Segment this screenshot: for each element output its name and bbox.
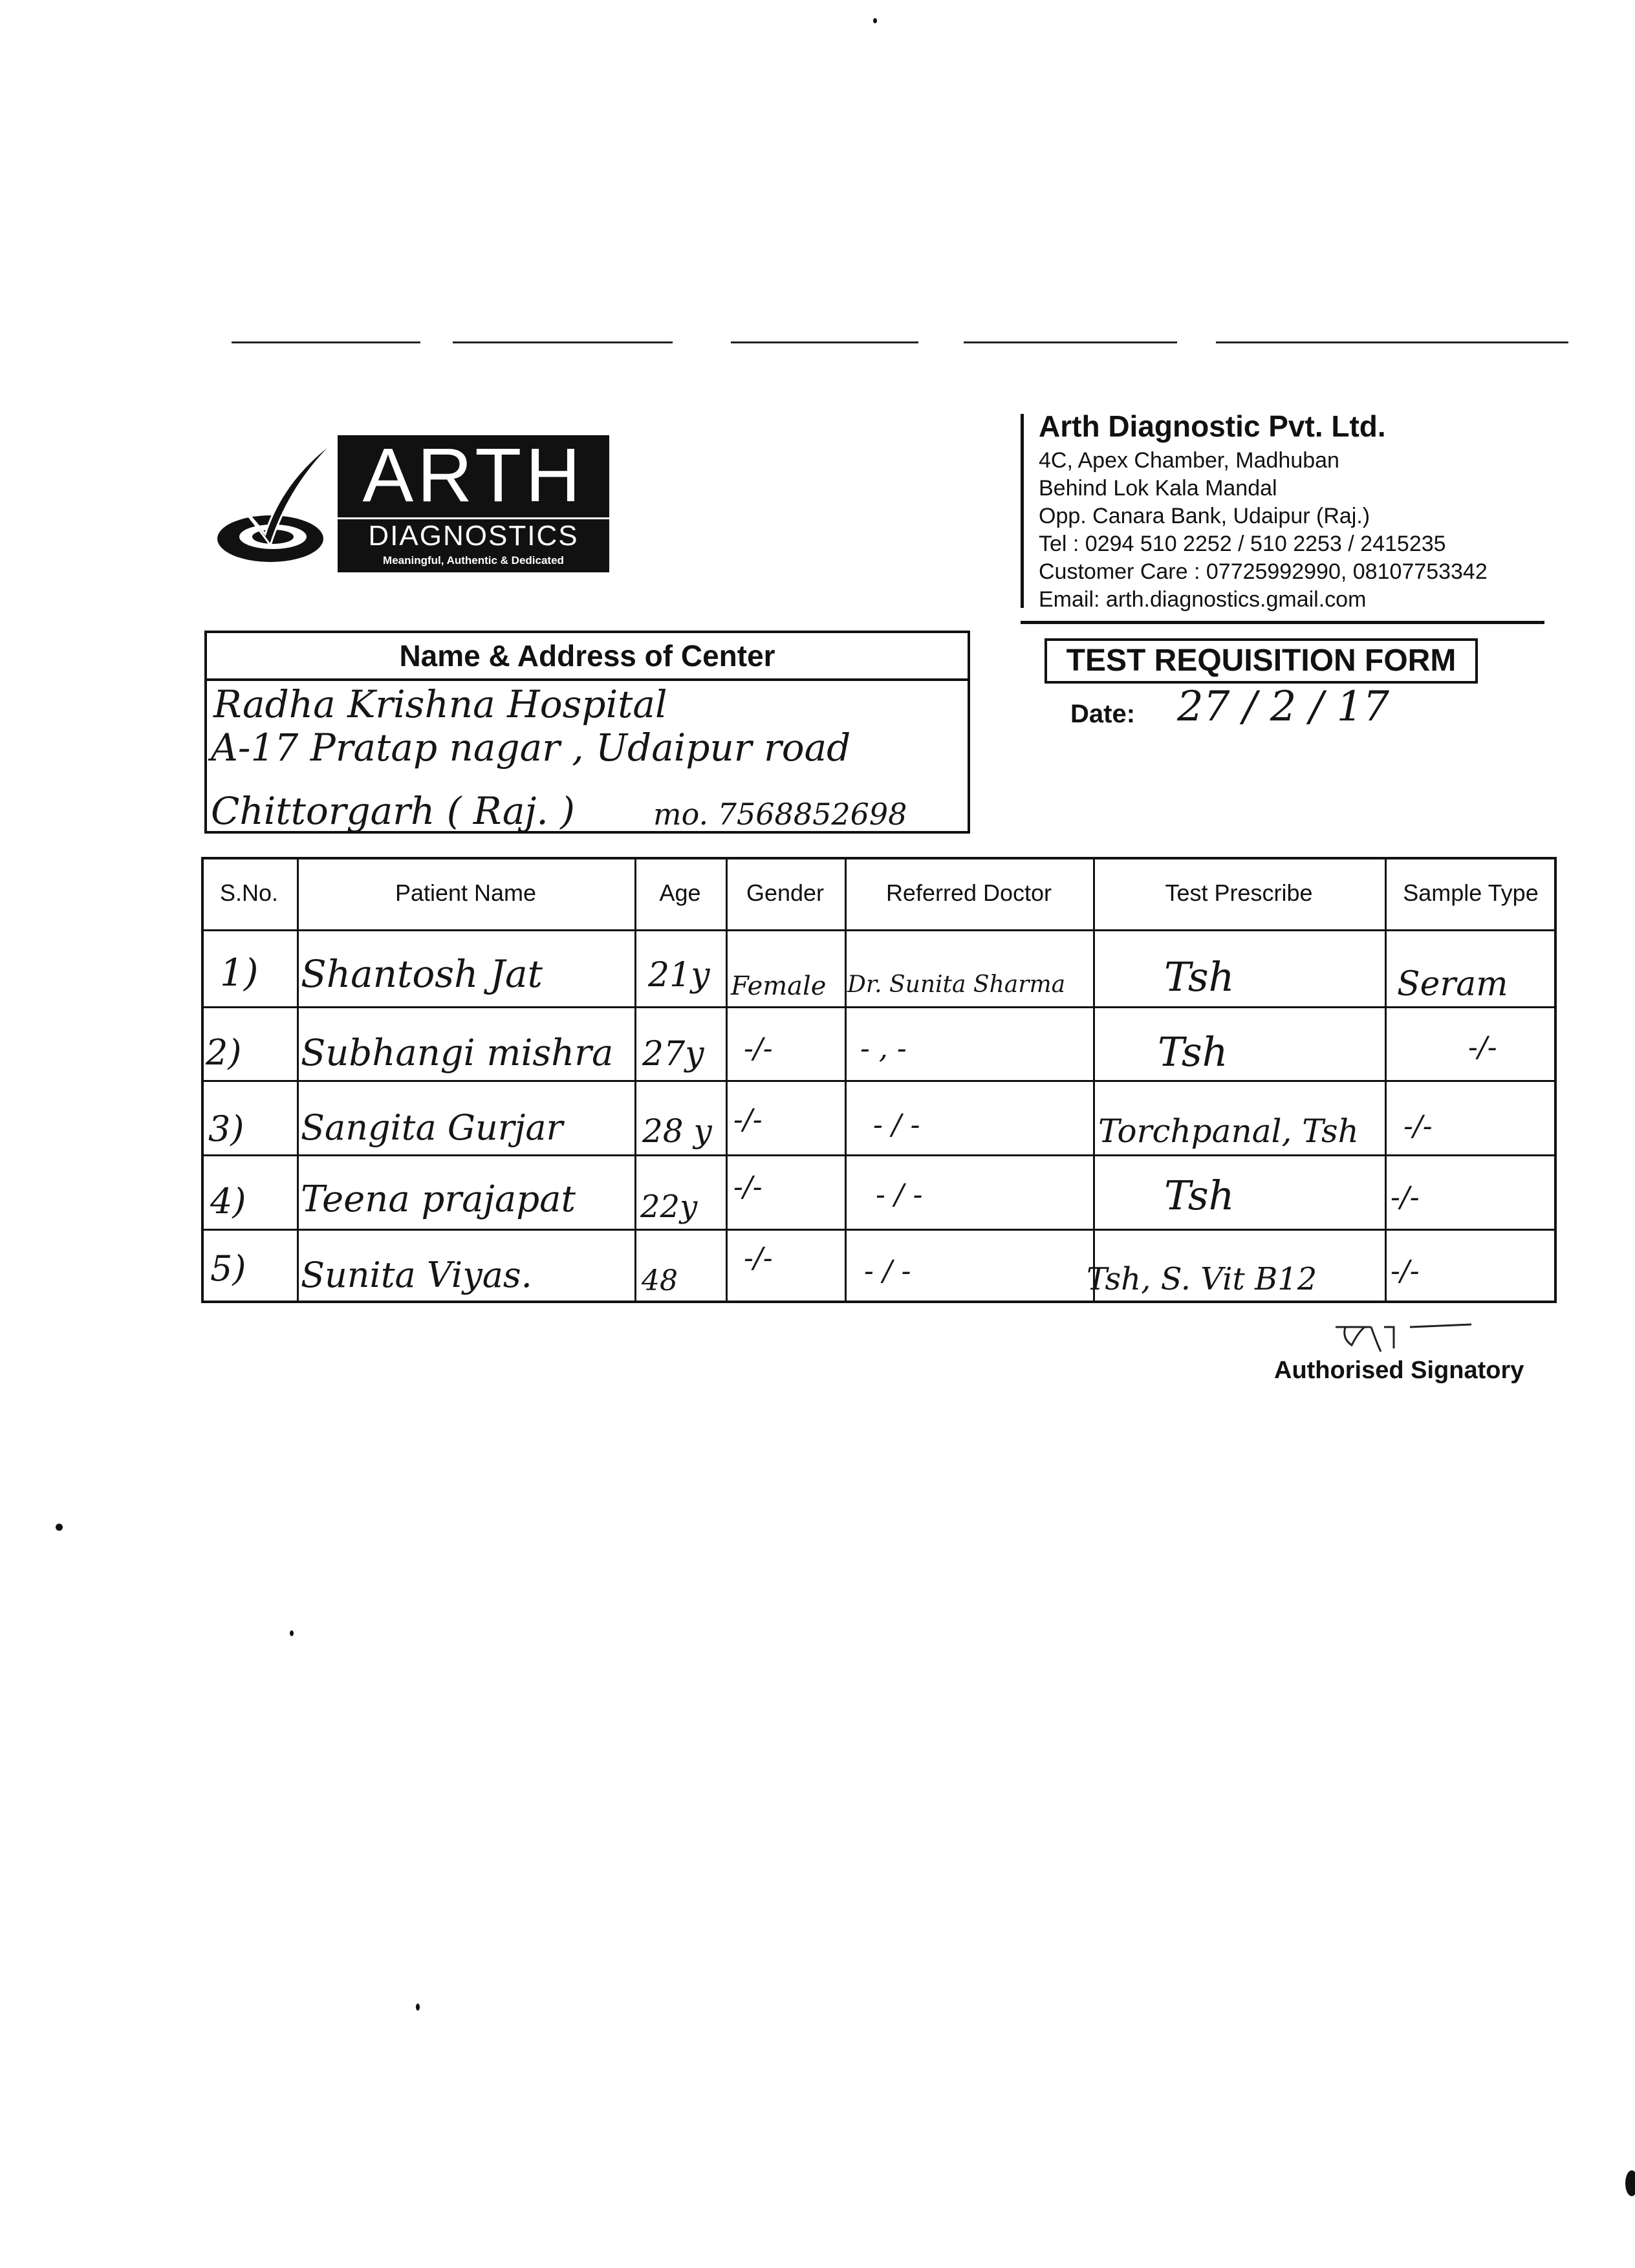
separator-dash (1216, 341, 1568, 343)
center-mobile: mo. 7568852698 (653, 797, 907, 832)
cell-age: 22y (640, 1189, 698, 1225)
separator-dash (731, 341, 918, 343)
logo-sub: DIAGNOSTICS (338, 517, 609, 550)
center-heading: Name & Address of Center (204, 631, 970, 681)
scan-speck (1625, 2170, 1635, 2196)
table-row-rule (201, 1006, 1557, 1008)
cell-patient-name: Subhangi mishra (301, 1032, 614, 1074)
cell-referred-doctor: - / - (876, 1178, 923, 1211)
table-row-rule (201, 1154, 1557, 1156)
cell-age: 28 y (642, 1112, 712, 1150)
cell-sno: 3) (208, 1108, 244, 1149)
company-name: Arth Diagnostic Pvt. Ltd. (1039, 409, 1386, 443)
center-address: A-17 Pratap nagar , Udaipur road (211, 726, 851, 770)
center-name: Radha Krishna Hospital (213, 682, 667, 726)
company-address-line: Opp. Canara Bank, Udaipur (Raj.) (1039, 504, 1370, 528)
cell-patient-name: Shantosh Jat (301, 952, 543, 996)
scan-speck (290, 1630, 294, 1636)
authorised-signatory: Authorised Signatory (1274, 1357, 1524, 1384)
handwritten-signature (1332, 1319, 1475, 1358)
cell-sno: 1) (220, 951, 259, 995)
cell-sno: 5) (210, 1248, 246, 1289)
cell-test: Torchpanal, Tsh (1098, 1112, 1359, 1150)
cell-referred-doctor: - , - (860, 1032, 907, 1065)
cell-patient-name: Sangita Gurjar (301, 1107, 563, 1148)
cell-sample: -/- (1391, 1255, 1420, 1288)
cell-age: 27y (642, 1035, 704, 1074)
cell-test: Tsh, S. Vit B12 (1087, 1261, 1317, 1297)
scan-speck (873, 18, 877, 23)
company-address-line: 4C, Apex Chamber, Madhuban (1039, 448, 1339, 473)
col-header-patient-name: Patient Name (395, 880, 537, 906)
date-label: Date: (1070, 700, 1136, 728)
form-title: TEST REQUISITION FORM (1045, 638, 1478, 684)
cell-sno: 4) (210, 1181, 246, 1222)
cell-referred-doctor: Dr. Sunita Sharma (847, 971, 1066, 998)
cell-age: 21y (648, 956, 710, 995)
separator-dash (453, 341, 673, 343)
cell-patient-name: Teena prajapat (301, 1178, 576, 1220)
company-address-line: Tel : 0294 510 2252 / 510 2253 / 2415235 (1039, 532, 1446, 556)
table-row-rule (201, 1080, 1557, 1082)
company-address-line: Behind Lok Kala Mandal (1039, 476, 1277, 501)
cell-gender: -/- (733, 1171, 763, 1204)
cell-test: Tsh (1158, 1028, 1228, 1075)
col-header-sample-type: Sample Type (1403, 880, 1539, 906)
table-row-rule (201, 1229, 1557, 1231)
cell-referred-doctor: - / - (864, 1255, 911, 1288)
logo-emblem-icon (206, 432, 348, 574)
cell-test: Tsh (1164, 1172, 1235, 1219)
center-city: Chittorgarh ( Raj. ) (211, 789, 575, 833)
logo-word: ARTH (362, 433, 585, 518)
separator-dash (232, 341, 420, 343)
table-header-rule (201, 929, 1557, 931)
separator-dash (964, 341, 1177, 343)
scan-speck (56, 1524, 63, 1531)
cell-gender: -/- (744, 1032, 773, 1065)
company-email: Email: arth.diagnostics.gmail.com (1039, 587, 1367, 612)
cell-sample: -/- (1468, 1031, 1497, 1064)
cell-sample: Seram (1397, 965, 1508, 1004)
cell-sample: -/- (1391, 1181, 1420, 1214)
cell-gender: -/- (733, 1103, 763, 1136)
cell-age: 48 (642, 1264, 678, 1297)
date-value: 27 / 2 / 17 (1177, 683, 1390, 731)
cell-gender: -/- (744, 1242, 773, 1275)
header-rule (1021, 621, 1544, 624)
scan-speck (416, 2003, 420, 2011)
cell-patient-name: Sunita Viyas. (301, 1255, 532, 1295)
company-divider (1021, 414, 1024, 608)
cell-test: Tsh (1164, 953, 1235, 1000)
col-header-test-prescribe: Test Prescribe (1165, 880, 1313, 906)
cell-referred-doctor: - / - (873, 1108, 920, 1141)
cell-gender: Female (731, 971, 827, 1001)
col-header-sno: S.No. (219, 880, 279, 906)
cell-sno: 2) (206, 1032, 242, 1073)
company-address-line: Customer Care : 07725992990, 08107753342 (1039, 559, 1488, 584)
cell-sample: -/- (1403, 1110, 1433, 1143)
col-header-gender: Gender (746, 880, 825, 906)
col-header-referred-doctor: Referred Doctor (885, 880, 1052, 906)
col-header-age: Age (659, 880, 701, 906)
logo-tagline: Meaningful, Authentic & Dedicated (383, 554, 564, 567)
